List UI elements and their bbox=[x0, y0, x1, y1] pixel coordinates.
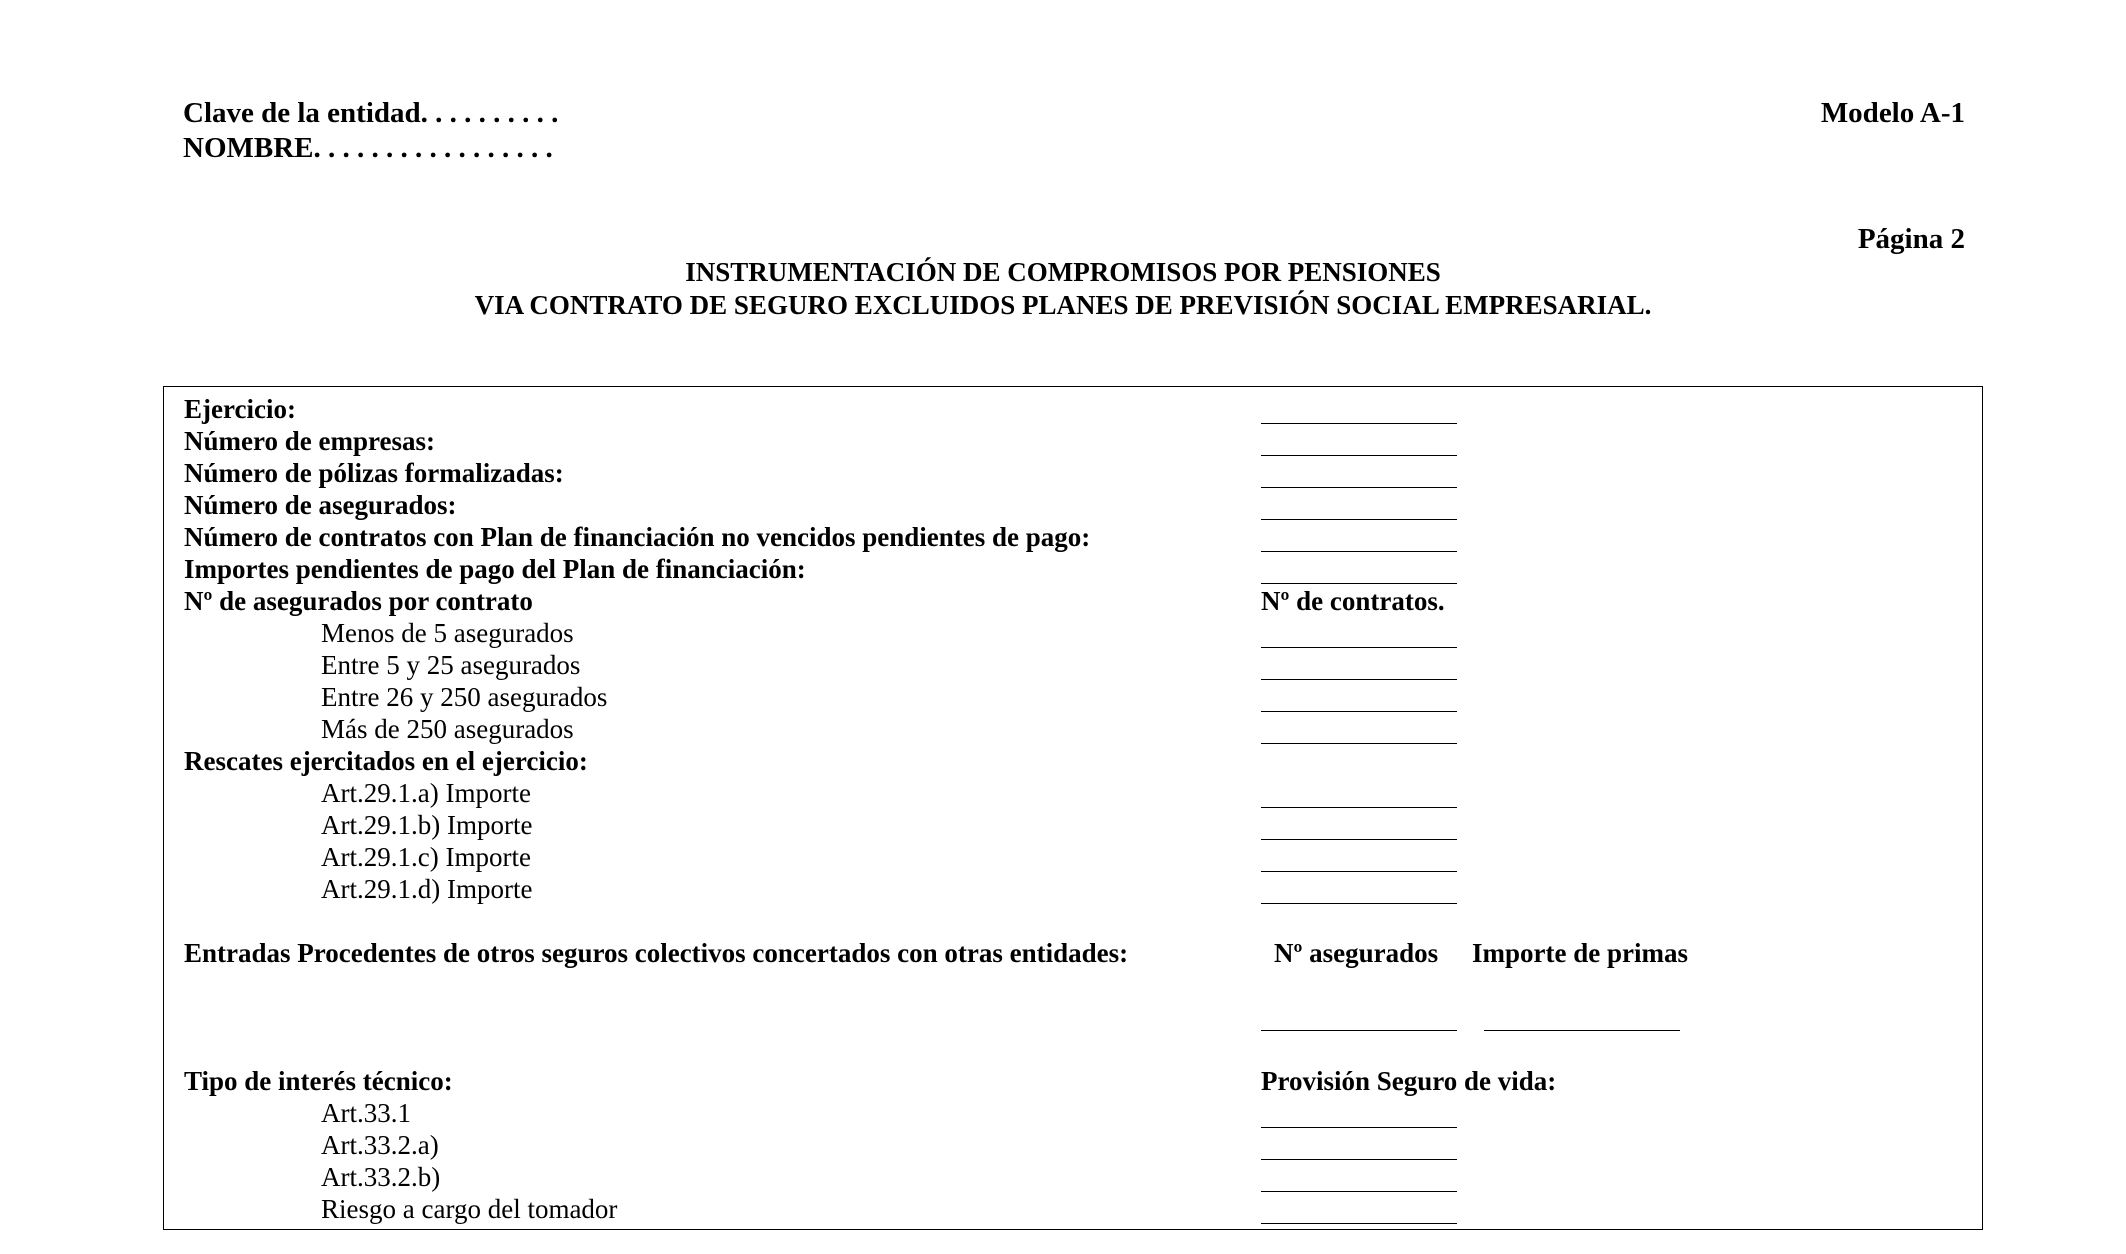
importes-pendientes-field[interactable] bbox=[1261, 583, 1457, 584]
rescate-articulo-label: Art.29.1.c) Importe bbox=[321, 842, 531, 872]
num-contratos-plan-field[interactable] bbox=[1261, 551, 1457, 552]
rescate-articulo-label: Art.29.1.b) Importe bbox=[321, 810, 533, 840]
ejercicio-field[interactable] bbox=[1261, 423, 1457, 424]
provision-field[interactable] bbox=[1261, 1159, 1457, 1160]
tramo-field[interactable] bbox=[1261, 679, 1457, 680]
modelo-label: Modelo A-1 bbox=[1820, 97, 1965, 129]
interes-articulo-label: Art.33.1 bbox=[321, 1098, 411, 1128]
rescates-label: Rescates ejercitados en el ejercicio: bbox=[184, 746, 588, 776]
rescate-importe-field[interactable] bbox=[1261, 807, 1457, 808]
rescate-articulo-label: Art.29.1.a) Importe bbox=[321, 778, 531, 808]
interes-articulo-label: Art.33.2.a) bbox=[321, 1130, 439, 1160]
provision-field[interactable] bbox=[1261, 1127, 1457, 1128]
provision-header: Provisión Seguro de vida: bbox=[1261, 1066, 1557, 1096]
provision-field[interactable] bbox=[1261, 1191, 1457, 1192]
interes-articulo-label: Art.33.2.b) bbox=[321, 1162, 441, 1192]
num-asegurados-label: Número de asegurados: bbox=[184, 490, 457, 520]
asegurados-por-contrato-label: Nº de asegurados por contrato bbox=[184, 586, 533, 616]
tramo-field[interactable] bbox=[1261, 743, 1457, 744]
pagina-label: Página 2 bbox=[1857, 223, 1965, 255]
entradas-label: Entradas Procedentes de otros seguros colectivos concertados con otras entidades: bbox=[184, 938, 1129, 968]
interes-articulo-label: Riesgo a cargo del tomador bbox=[321, 1194, 618, 1224]
clave-entidad-label: Clave de la entidad. . . . . . . . . . bbox=[183, 97, 559, 129]
rescate-importe-field[interactable] bbox=[1261, 903, 1457, 904]
num-contratos-plan-label: Número de contratos con Plan de financiación no vencidos pendientes de pago: bbox=[184, 522, 1091, 552]
nombre-label: NOMBRE. . . . . . . . . . . . . . . . . bbox=[183, 132, 553, 164]
tramo-label: Más de 250 asegurados bbox=[321, 714, 574, 744]
num-empresas-label: Número de empresas: bbox=[184, 426, 435, 456]
num-polizas-label: Número de pólizas formalizadas: bbox=[184, 458, 564, 488]
n-asegurados-header: Nº asegurados bbox=[1274, 938, 1439, 968]
rescate-importe-field[interactable] bbox=[1261, 839, 1457, 840]
rescate-importe-field[interactable] bbox=[1261, 871, 1457, 872]
num-asegurados-field[interactable] bbox=[1261, 519, 1457, 520]
num-empresas-field[interactable] bbox=[1261, 455, 1457, 456]
title-line-1: INSTRUMENTACIÓN DE COMPROMISOS POR PENSIONES bbox=[685, 257, 1441, 287]
importe-primas-header: Importe de primas bbox=[1472, 938, 1688, 968]
tramo-label: Menos de 5 asegurados bbox=[321, 618, 574, 648]
tipo-interes-label: Tipo de interés técnico: bbox=[184, 1066, 453, 1096]
tramo-label: Entre 5 y 25 asegurados bbox=[321, 650, 581, 680]
rescate-articulo-label: Art.29.1.d) Importe bbox=[321, 874, 533, 904]
tramo-label: Entre 26 y 250 asegurados bbox=[321, 682, 608, 712]
provision-field[interactable] bbox=[1261, 1223, 1457, 1224]
num-polizas-field[interactable] bbox=[1261, 487, 1457, 488]
num-contratos-header: Nº de contratos. bbox=[1261, 586, 1445, 616]
title-line-2: VIA CONTRATO DE SEGURO EXCLUIDOS PLANES DE PREVISIÓN SOCIAL EMPRESARIAL. bbox=[474, 290, 1652, 320]
form-box bbox=[163, 386, 1983, 1230]
entradas-primas-field[interactable] bbox=[1484, 1030, 1680, 1031]
tramo-field[interactable] bbox=[1261, 711, 1457, 712]
tramo-field[interactable] bbox=[1261, 647, 1457, 648]
ejercicio-label: Ejercicio: bbox=[184, 394, 296, 424]
importes-pendientes-label: Importes pendientes de pago del Plan de financiación: bbox=[184, 554, 806, 584]
entradas-asegurados-field[interactable] bbox=[1261, 1030, 1457, 1031]
